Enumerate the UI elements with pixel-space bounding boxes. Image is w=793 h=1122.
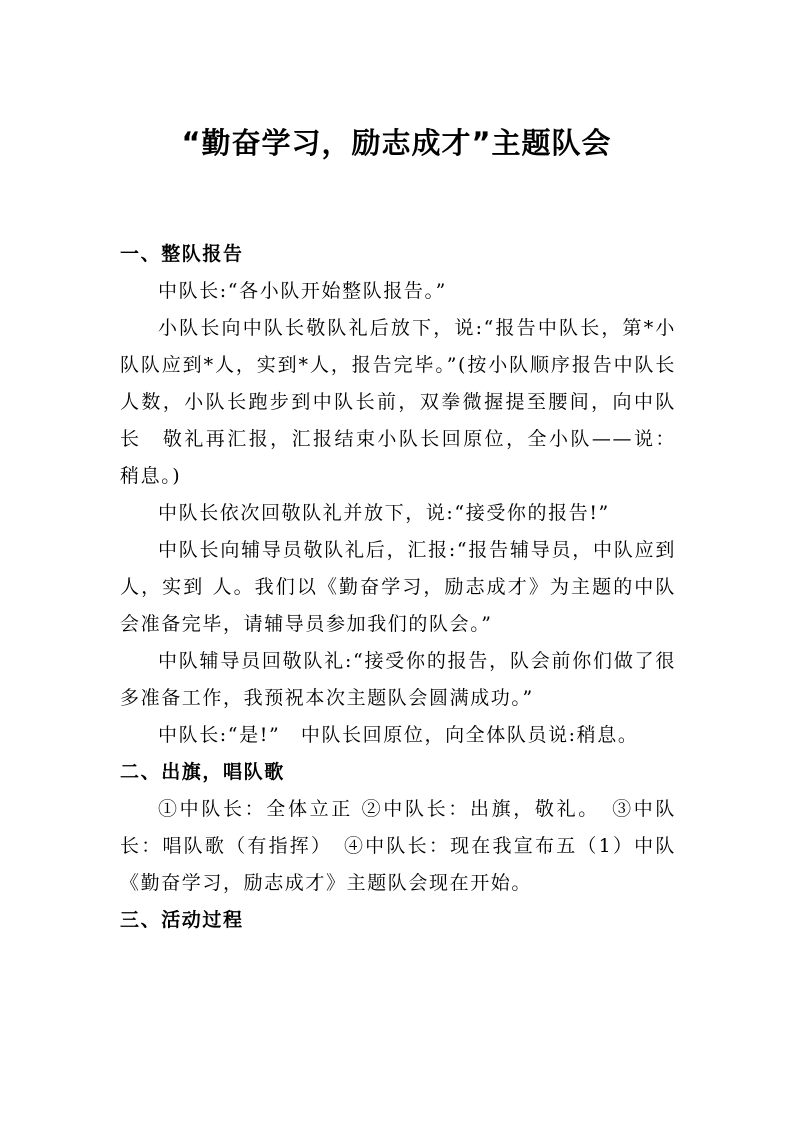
paragraph: 中队长:“是!” 中队长回原位，向全体队员说:稍息。	[158, 724, 639, 746]
paragraph: 小队长向中队长敬队礼后放下，说:“报告中队长，第*小队队应到*人，实到*人，报告完毕。”(按小队顺序报告中队长人数，小队长跑步到中队长前，双拳微握提至腰间，向中队长 敬礼再汇报，汇报结束小队长回原位，全小队——说：稍息。)	[120, 317, 676, 487]
paragraph: 中队长依次回敬队礼并放下，说:“接受你的报告!”	[158, 502, 610, 524]
paragraph: 中队长:“各小队开始整队报告。”	[158, 280, 447, 302]
section-heading-2: 二、出旗，唱队歌	[120, 761, 285, 783]
document-title: “勤奋学习，励志成才”主题队会	[181, 126, 612, 160]
paragraph: 中队长向辅导员敬队礼后，汇报:“报告辅导员，中队应到 人，实到 人。我们以《勤奋学习，励志成才》为主题的中队会准备完毕，请辅导员参加我们的队会。”	[120, 539, 676, 635]
document-body	[120, 236, 676, 939]
section-heading-3: 三、活动过程	[120, 909, 244, 931]
section-heading-1: 一、整队报告	[120, 243, 244, 265]
paragraph: 中队辅导员回敬队礼:“接受你的报告，队会前你们做了很多准备工作，我预祝本次主题队会圆满成功。”	[120, 650, 676, 709]
paragraph: ①中队长：全体立正 ②中队长：出旗，敬礼。 ③中队长：唱队歌（有指挥） ④中队长：现在我宣布五（1）中队《勤奋学习，励志成才》主题队会现在开始。	[120, 798, 676, 894]
